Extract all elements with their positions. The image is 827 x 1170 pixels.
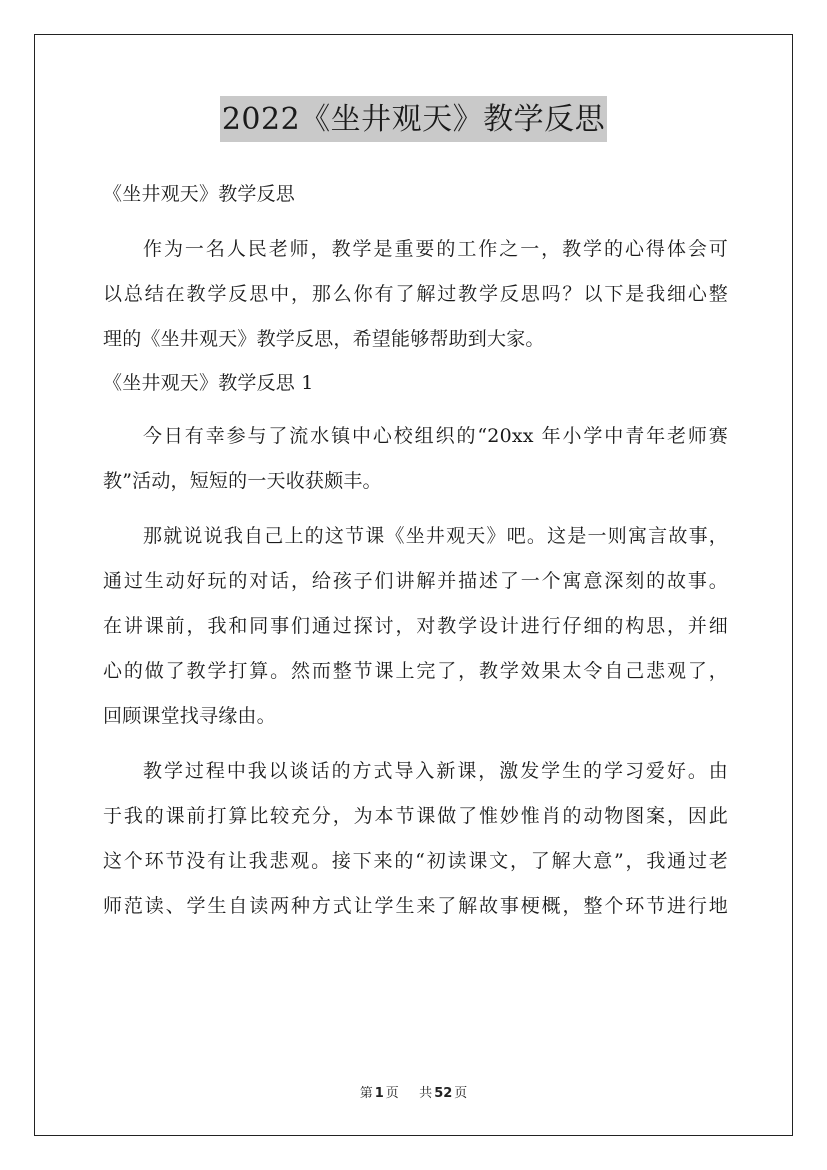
paragraph-line: 教学过程中我以谈话的方式导入新课，激发学生的学习爱好。由 (143, 760, 728, 782)
page-footer (0, 1082, 827, 1101)
page-number: 1 (374, 1086, 384, 1101)
title-container (0, 96, 827, 142)
paragraph-line: 在讲课前，我和同事们通过探讨，对教学设计进行仔细的构思，并细 (103, 615, 728, 637)
document-title: 2022《坐井观天》教学反思 (220, 96, 607, 142)
paragraph-line: 通过生动好玩的对话，给孩子们讲解并描述了一个寓意深刻的故事。 (103, 570, 728, 592)
total-pages-indicator: 共 52 页 (419, 1086, 468, 1101)
paragraph-line: 师范读、学生自读两种方式让学生来了解故事梗概，整个环节进行地 (103, 895, 728, 917)
paragraph-line: 心的做了教学打算。然而整节课上完了，教学效果太令自己悲观了， (103, 660, 728, 682)
paragraph-line: 今日有幸参与了流水镇中心校组织的“20xx 年小学中青年老师赛 (143, 425, 728, 447)
paragraph-line: 以总结在教学反思中，那么你有了解过教学反思吗？以下是我细心整 (103, 283, 728, 305)
total-pages: 52 (434, 1086, 453, 1101)
paragraph-line: 回顾课堂找寻缘由。 (103, 705, 276, 727)
subtitle: 《坐井观天》教学反思 (103, 183, 296, 205)
paragraph-line: 作为一名人民老师，教学是重要的工作之一，教学的心得体会可 (143, 238, 728, 260)
paragraph-line: 教”活动，短短的一天收获颇丰。 (103, 470, 382, 492)
document-body (103, 172, 728, 929)
paragraph-line: 于我的课前打算比较充分，为本节课做了惟妙惟肖的动物图案，因此 (103, 805, 728, 827)
page-indicator: 第 1 页 (359, 1086, 399, 1101)
paragraph-line: 那就说说我自己上的这节课《坐井观天》吧。这是一则寓言故事， (143, 525, 728, 547)
paragraph-line: 理的《坐井观天》教学反思，希望能够帮助到大家。 (103, 328, 545, 350)
section-heading: 《坐井观天》教学反思 1 (103, 372, 314, 394)
paragraph-line: 这个环节没有让我悲观。接下来的“初读课文，了解大意”，我通过老 (103, 850, 728, 872)
